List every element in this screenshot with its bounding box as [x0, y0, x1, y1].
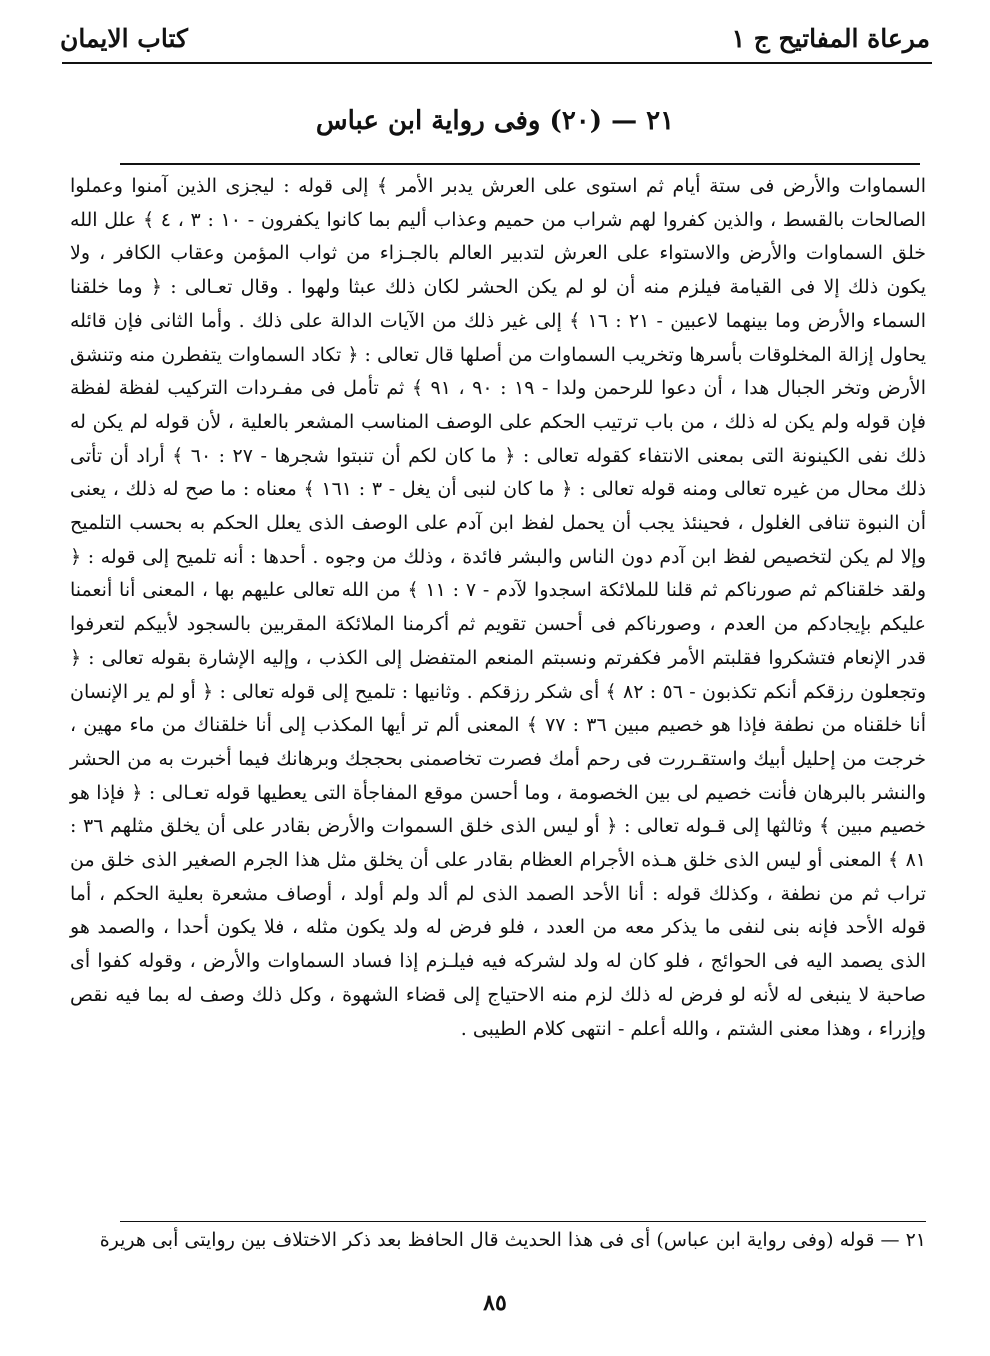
chapter-title: كتاب الايمان [60, 23, 188, 53]
footnote: ٢١ — قوله (وفى رواية ابن عباس) أى فى هذا الحديث قال الحافظ بعد ذكر الاختلاف بين روايتى أبى هريرة [99, 1229, 926, 1251]
page-number: ٨٥ [483, 1290, 507, 1316]
main-text [70, 170, 926, 1046]
book-title: مرعاة المفاتيح ج ١ [731, 23, 930, 53]
section-heading: ٢١ — (٢٠) وفى رواية ابن عباس [315, 106, 675, 136]
footnote-rule [120, 1221, 926, 1222]
section-rule [120, 163, 920, 165]
running-header [60, 18, 930, 58]
header-rule [62, 62, 932, 64]
body-paragraph: السماوات والأرض فى ستة أيام ثم استوى على العرش يدبر الأمر ﴾ إلى قوله : ليجزى الذين آمنوا وعملوا الصالحات بالقسط ، والذين كفروا لهم شراب من حميم وعذاب أليم بما كانوا يكفرون - ١٠ : ٣ ، ٤ ﴾ علل الله خلق السماوات والأرض والاستواء على العرش لتدبير العالم بالجـزاء من ثواب المؤمن وعقاب الكافر ، ولا يكون ذلك إلا فى القيامة فيلزم منه أن لو لم يكن الحشر لكان ذلك عبثا ولهوا . وقال تعـالى : ﴿ وما خلقنا السماء والأرض وما بينهما لاعبين - ٢١ : ١٦ ﴾ إلى غير ذلك من الآيات الدالة على ذلك . وأما الثانى فإن قائله يحاول إزالة المخلوقات بأسرها وتخريب السماوات من أصلها قال تعالى : ﴿ تكاد السماوات يتفطرن منه وتنشق الأرض وتخر الجبال هدا ، أن دعوا للرحمن ولدا - ١٩ : ٩٠ ، ٩١ ﴾ ثم تأمل فى مفـردات التركيب لفظة لفظة فإن قوله ولم يكن له ذلك ، من باب ترتيب الحكم على الوصف المناسب المشعر بالعلية ، لأن قوله لم يكن له ذلك نفى الكينونة التى بمعنى الانتفاء كقوله تعالى : ﴿ ما كان لكم أن تنبتوا شجرها - ٢٧ : ٦٠ ﴾ أراد أن تأتى ذلك محال من غيره تعالى ومنه قوله تعالى : ﴿ ما كان لنبى أن يغل - ٣ : ١٦١ ﴾ معناه : ما صح له ذلك ، يعنى أن النبوة تنافى الغلول ، فحينئذ يجب أن يحمل لفظ ابن آدم على الوصف الذى يعلل الحكم به بحسب التلميح وإلا لم يكن لتخصيص لفظ ابن آدم دون الناس والبشر فائدة ، وذلك من وجوه . أحدها : أنه تلميح إلى قوله : ﴿ ولقد خلقناكم ثم صورناكم ثم قلنا للملائكة اسجدوا لآدم - ٧ : ١١ ﴾ من الله تعالى عليهم بها ، المعنى أنا أنعمنا عليكم بإيجادكم من العدم ، وصورناكم فى أحسن تقويم ثم أكرمنا الملائكة المقربين بالسجود لأبيكم لتعرفوا قدر الإنعام فتشكروا فقلبتم الأمر فكفرتم ونسبتم المنعم المتفضل إلى الكذب ، وإليه الإشارة بقوله تعالى : ﴿ وتجعلون رزقكم أنكم تكذبون - ٥٦ : ٨٢ ﴾ أى شكر رزقكم . وثانيها : تلميح إلى قوله تعالى : ﴿ أو لم ير الإنسان أنا خلقناه من نطفة فإذا هو خصيم مبين ٣٦ : ٧٧ ﴾ المعنى ألم تر أيها المكذب إلى أنا خلقناك من ماء مهين ، خرجت من إحليل أبيك واستقـررت فى رحم أمك فصرت تخاصمنى بحججك وبرهانك فيما أخبرت به من الحشر والنشر بالبرهان فأنت خصيم لى بين الخصومة ، وما أحسن موقع المفاجأة التى يعطيها قوله تعـالى : ﴿ فإذا هو خصيم مبين ﴾ وثالثها إلى قـوله تعالى : ﴿ أو ليس الذى خلق السموات والأرض بقادر على أن يخلق مثلهم ٣٦ : ٨١ ﴾ المعنى أو ليس الذى خلق هـذه الأجرام العظام بقادر على أن يخلق مثل هذا الجرم الصغير الذى خلق من تراب ثم من نطفة ، وكذلك قوله : أنا الأحد الصمد الذى لم ألد ولم أولد ، أوصاف مشعرة بعلية الحكم ، أما قوله الأحد فإنه بنى لنفى ما يذكر معه من العدد ، فلو فرض له ولد يكون مثله ، فلا يكون أحدا ، والصمد هو الذى يصمد اليه فى الحوائج ، فلو كان له ولد لشركه فيه فيلـزم إذا فساد السماوات والأرض ، وقوله كفوا أى صاحبة لا ينبغى له لأنه لو فرض له ذلك لزم منه الاحتياج إلى قضاء الشهوة ، وكل ذلك وصف له بما فيه نقص وإزراء ، وهذا معنى الشتم ، والله أعلم - انتهى كلام الطيبى . [70, 175, 927, 1040]
